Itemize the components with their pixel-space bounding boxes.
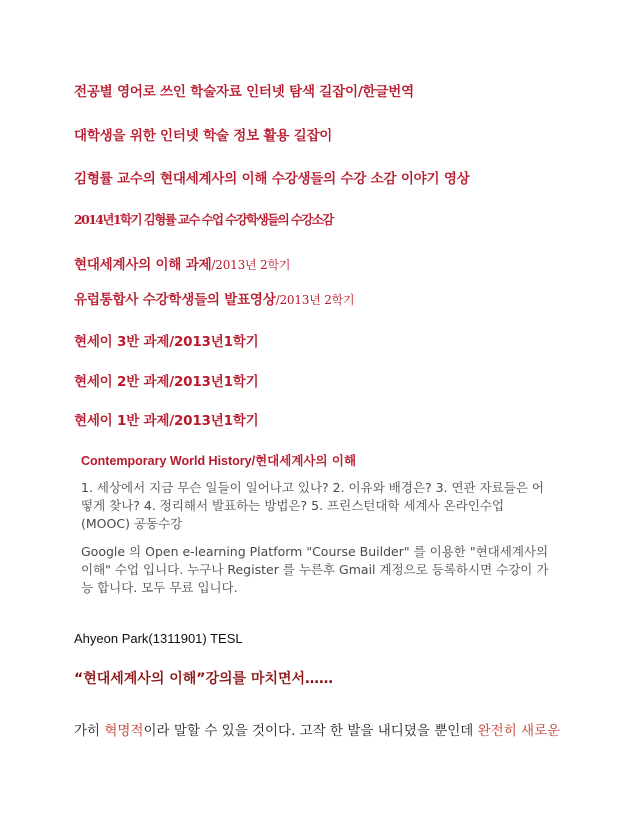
link-academic-search-guide[interactable]: 전공별 영어로 쓰인 학술자료 인터넷 탐색 길잡이/한글번역 (74, 84, 414, 100)
course-description: 1. 세상에서 지금 무슨 일들이 일어나고 있나? 2. 이유와 배경은? 3. 연관 자료들은 어떻게 찾나? 4. 정리해서 발표하는 방법은? 5. 프린스턴대학 세계사 온라인수업(MOOC) 공동수강 (81, 480, 544, 531)
course-title-ko: 현대세계사의 이해 (255, 453, 357, 468)
course-box-title[interactable] (81, 451, 356, 469)
link-label: 유럽통합사 수강학생들의 발표영상 (74, 292, 276, 308)
link-class2-assignment[interactable]: 현세이 2반 과제/2013년1학기 (74, 374, 259, 390)
course-builder-notice: Google 의 Open e-learning Platform "Course Builder" 를 이용한 "현대세계사의 이해" 수업 입니다. 누구나 Register 를 누른후 Gmail 계정으로 등록하시면 수강이 가능 합니다. 모두 무료 입니다. (81, 544, 549, 595)
link-internet-info-guide[interactable]: 대학생을 위한 인터넷 학술 정보 활용 길잡이 (74, 128, 333, 144)
text-segment: 가히 (74, 723, 105, 739)
essay-first-line (74, 719, 560, 739)
link-european-integration-video[interactable] (74, 288, 354, 308)
course-title-en: Contemporary World History/ (81, 454, 256, 468)
link-modern-history-assignment[interactable] (74, 253, 290, 273)
link-class1-assignment[interactable]: 현세이 1반 과제/2013년1학기 (74, 413, 259, 429)
author-line: Ahyeon Park(1311901) TESL (74, 631, 243, 646)
link-suffix: /2013년 2학기 (211, 258, 291, 272)
link-class3-assignment[interactable]: 현세이 3반 과제/2013년1학기 (74, 334, 259, 350)
link-student-review-video[interactable]: 김형률 교수의 현대세계사의 이해 수강생들의 수강 소감 이야기 영상 (74, 171, 470, 187)
link-2014-course-review[interactable]: 2014년1학기 김형률 교수 수업 수강학생들의 수강소감 (74, 212, 333, 227)
highlight-text: 혁명적 (104, 723, 144, 739)
link-suffix: /2013년 2학기 (275, 293, 355, 307)
essay-title: “현대세계사의 이해”강의를 마치면서…… (74, 671, 334, 687)
highlight-text: 완전히 새로운 (477, 723, 561, 739)
text-segment: 이라 말할 수 있을 것이다. 고작 한 발을 내디뎠을 뿐인데 (143, 723, 478, 739)
link-label: 현대세계사의 이해 과제 (74, 257, 212, 273)
